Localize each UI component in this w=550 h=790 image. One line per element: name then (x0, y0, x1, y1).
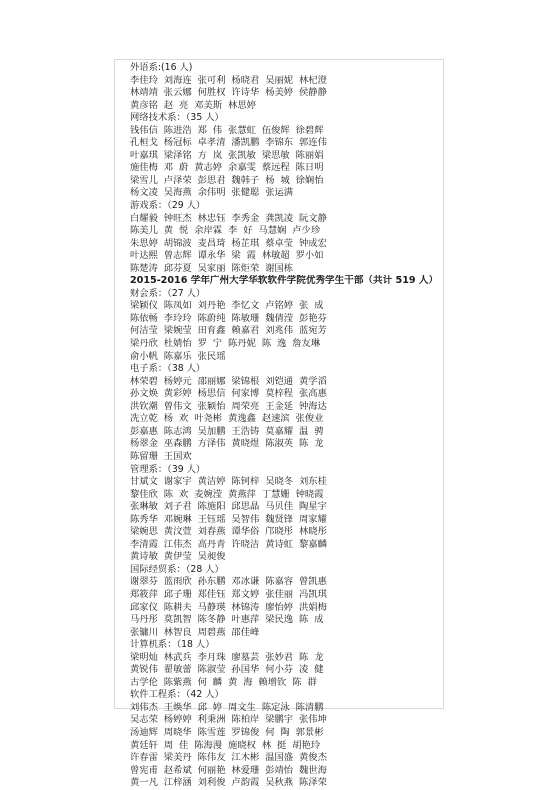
name-row: 梁丹欣 杜婧怡 罗 宁 陈丹妮 陈 逸 詹友琳 (130, 338, 321, 350)
name-row: 陈美儿 黄 悦 余岸霖 李 好 马慧娴 卢少珍 (130, 225, 321, 237)
name-row: 钱伟信 陈进浩 郑 伟 张慧虹 伍俊辉 徐碧辉 (130, 124, 324, 136)
name-row: 杨翠金 巫森鹏 方泽伟 黄晓煜 陈淑英 陈 龙 (130, 438, 324, 450)
name-row: 汤迪辉 周晓华 陈雪莲 罗锦俊 何 陶 郭景彬 (130, 726, 324, 738)
name-row: 孔桓戈 杨冠标 卓孝清 潘凯鹏 李锦东 郭连伟 (130, 137, 327, 149)
name-row: 叶达熙 曾志辉 谭永华 梁 霞 林敏超 罗小如 (130, 250, 324, 262)
name-row: 梁婉思 黄汶萱 刘春燕 谭华俗 邝晓彤 林晓彤 (130, 526, 327, 538)
name-row: 古学伦 陈紫燕 何 麟 黄 海 赖增钦 陈 群 (130, 676, 317, 688)
name-row: 黄彦铭 赵 亮 邓美斯 林思婷 (130, 99, 256, 111)
name-row: 陈楚涛 邱芬夏 吴家丽 陈炬荣 谢国栋 (130, 262, 294, 274)
department-header: 网络技术系：（35 人） (130, 112, 224, 124)
name-row: 黎佳欣 陈 欢 麦婉滢 黄燕萍 丁慧姗 钟晓霞 (130, 488, 324, 500)
name-row: 谢翠芬 蓝雨欣 孙东鹏 邓冰谦 陈嘉容 曾凯惠 (130, 576, 327, 588)
name-row: 甘斌文 谢家宇 黄洁婷 陈钶梓 吴晓冬 刘东桂 (130, 476, 327, 488)
name-row: 黄锐伟 翟敏蕾 陈淑莹 孙国华 何小芬 凌 健 (130, 664, 324, 676)
name-row: 李佳玲 刘海连 张可利 杨晓君 吴丽妮 林杞澄 (130, 74, 327, 86)
department-header: 电子系：（38 人） (130, 363, 206, 375)
department-header: 管理系：（39 人） (130, 463, 206, 475)
department-header: 国际经贸系：（28 人） (130, 563, 224, 575)
name-row: 陈秀华 邓婉琳 王钰瑶 吴智伟 魏贤锋 周家耀 (130, 513, 327, 525)
name-row: 杨文凌 吴海燕 余伟明 张健聪 张运满 (130, 187, 294, 199)
section-heading: 2015-2016 学年广州大学华软软件学院优秀学生干部（共计 519 人） (130, 275, 439, 287)
name-row: 陈留珊 王国欢 (130, 450, 192, 462)
name-row: 何洁莹 梁婉莹 田育鑫 赖嘉君 刘兆伟 蓝宛芳 (130, 325, 327, 337)
department-header: 计算机系：（18 人） (130, 639, 215, 651)
department-header: 财会系：（27 人） (130, 287, 206, 299)
name-row: 俞小帆 陈嘉乐 张民瑶 (130, 350, 226, 362)
name-row: 邱家仪 陈耕夫 马静瑛 林锦涛 廖怡婷 洪娟梅 (130, 601, 327, 613)
name-row: 白耀毅 钟旺杰 林忠钰 李秀金 龚凯凌 阮文静 (130, 212, 327, 224)
department-header: 游戏系：（29 人） (130, 200, 206, 212)
name-row: 孙文焕 黄彩婷 杨思信 何家博 莫梓程 张高惠 (130, 388, 327, 400)
name-row: 林荣碧 杨婷元 邵丽娜 梁锦根 刘铠通 黄学滔 (130, 375, 327, 387)
name-row: 黄廷轩 周 佳 陈海漫 施晓权 林 挺 胡艳玲 (130, 739, 321, 751)
name-row: 张琳敏 刘子君 陈施阳 邱思晶 马贝佳 陶星宇 (130, 501, 327, 513)
name-row: 梁颖仪 陈凤如 刘丹艳 李忆文 卢铭婷 张 成 (130, 300, 324, 312)
name-row: 曾宪甫 赵希斌 何丽艳 林爱珊 彭靖怡 魏世海 (130, 764, 327, 776)
name-row: 郑筱萍 邱子珊 郑佳钰 郑文婷 张佳丽 冯凯琪 (130, 588, 327, 600)
name-row: 彭嘉惠 陈志鸿 吴加鹏 王浩铸 莫嘉耀 温 骋 (130, 425, 324, 437)
name-row: 黄一凡 江梓涵 刘利俊 卢韵霞 吴秋燕 陈泽荣 (130, 777, 327, 789)
name-row: 施佳梅 邓 蔚 黄志婷 余嘉雯 蔡远程 陈日明 (130, 162, 324, 174)
name-row: 冼立乾 杨 欢 叶尧彬 黄逸鑫 赵速滨 张俊业 (130, 413, 324, 425)
name-row: 梁明灿 林武兵 李月珠 廖墓芸 张妙君 陈 龙 (130, 651, 324, 663)
name-row: 陈依畅 李玲玲 陈蔚纯 陈敏珊 魏倩滢 彭艳芬 (130, 312, 327, 324)
name-row: 朱思婷 胡锦波 麦昌琦 杨芷琪 蔡卓莹 钟成宏 (130, 237, 327, 249)
name-row: 林靖靖 张云娜 何胜权 许诗华 杨美婷 侯静静 (130, 87, 327, 99)
document-body (130, 62, 450, 790)
name-row: 梁雪儿 卢泽荣 彭思君 魏韩子 杨 城 徐娴怡 (130, 174, 324, 186)
name-row: 黄诗敏 黄伊莹 吴昶俊 (130, 551, 226, 563)
name-row: 李清霞 江伟杰 高丹青 许晓洁 黄诗虹 黎嘉麟 (130, 538, 327, 550)
name-row: 洪钦潮 曾伟文 张颖怡 周荣亮 王金延 钟海达 (130, 400, 327, 412)
name-row: 吴志荣 杨婷婷 利秉洲 陈柏岸 梁鹏宇 张伟坤 (130, 714, 327, 726)
department-header: 外语系:(16 人) (130, 62, 193, 73)
name-row: 张镛川 林智良 周碧燕 邵佳峰 (130, 626, 260, 638)
name-row: 马丹彤 莫凯智 陈冬静 叶惠萍 梁民逸 陈 成 (130, 614, 324, 626)
name-row: 叶嘉琪 梁泽铭 方 岚 张凯敏 梁思敏 陈丽娟 (130, 149, 324, 161)
name-row: 刘伟杰 王焕华 邱 婷 周文生 陈定泳 陈清鹏 (130, 701, 324, 713)
department-header: 软件工程系：（42 人） (130, 689, 224, 701)
name-row: 许春雷 梁美丹 陈伟友 江木彬 温国盛 黄俊杰 (130, 752, 327, 764)
